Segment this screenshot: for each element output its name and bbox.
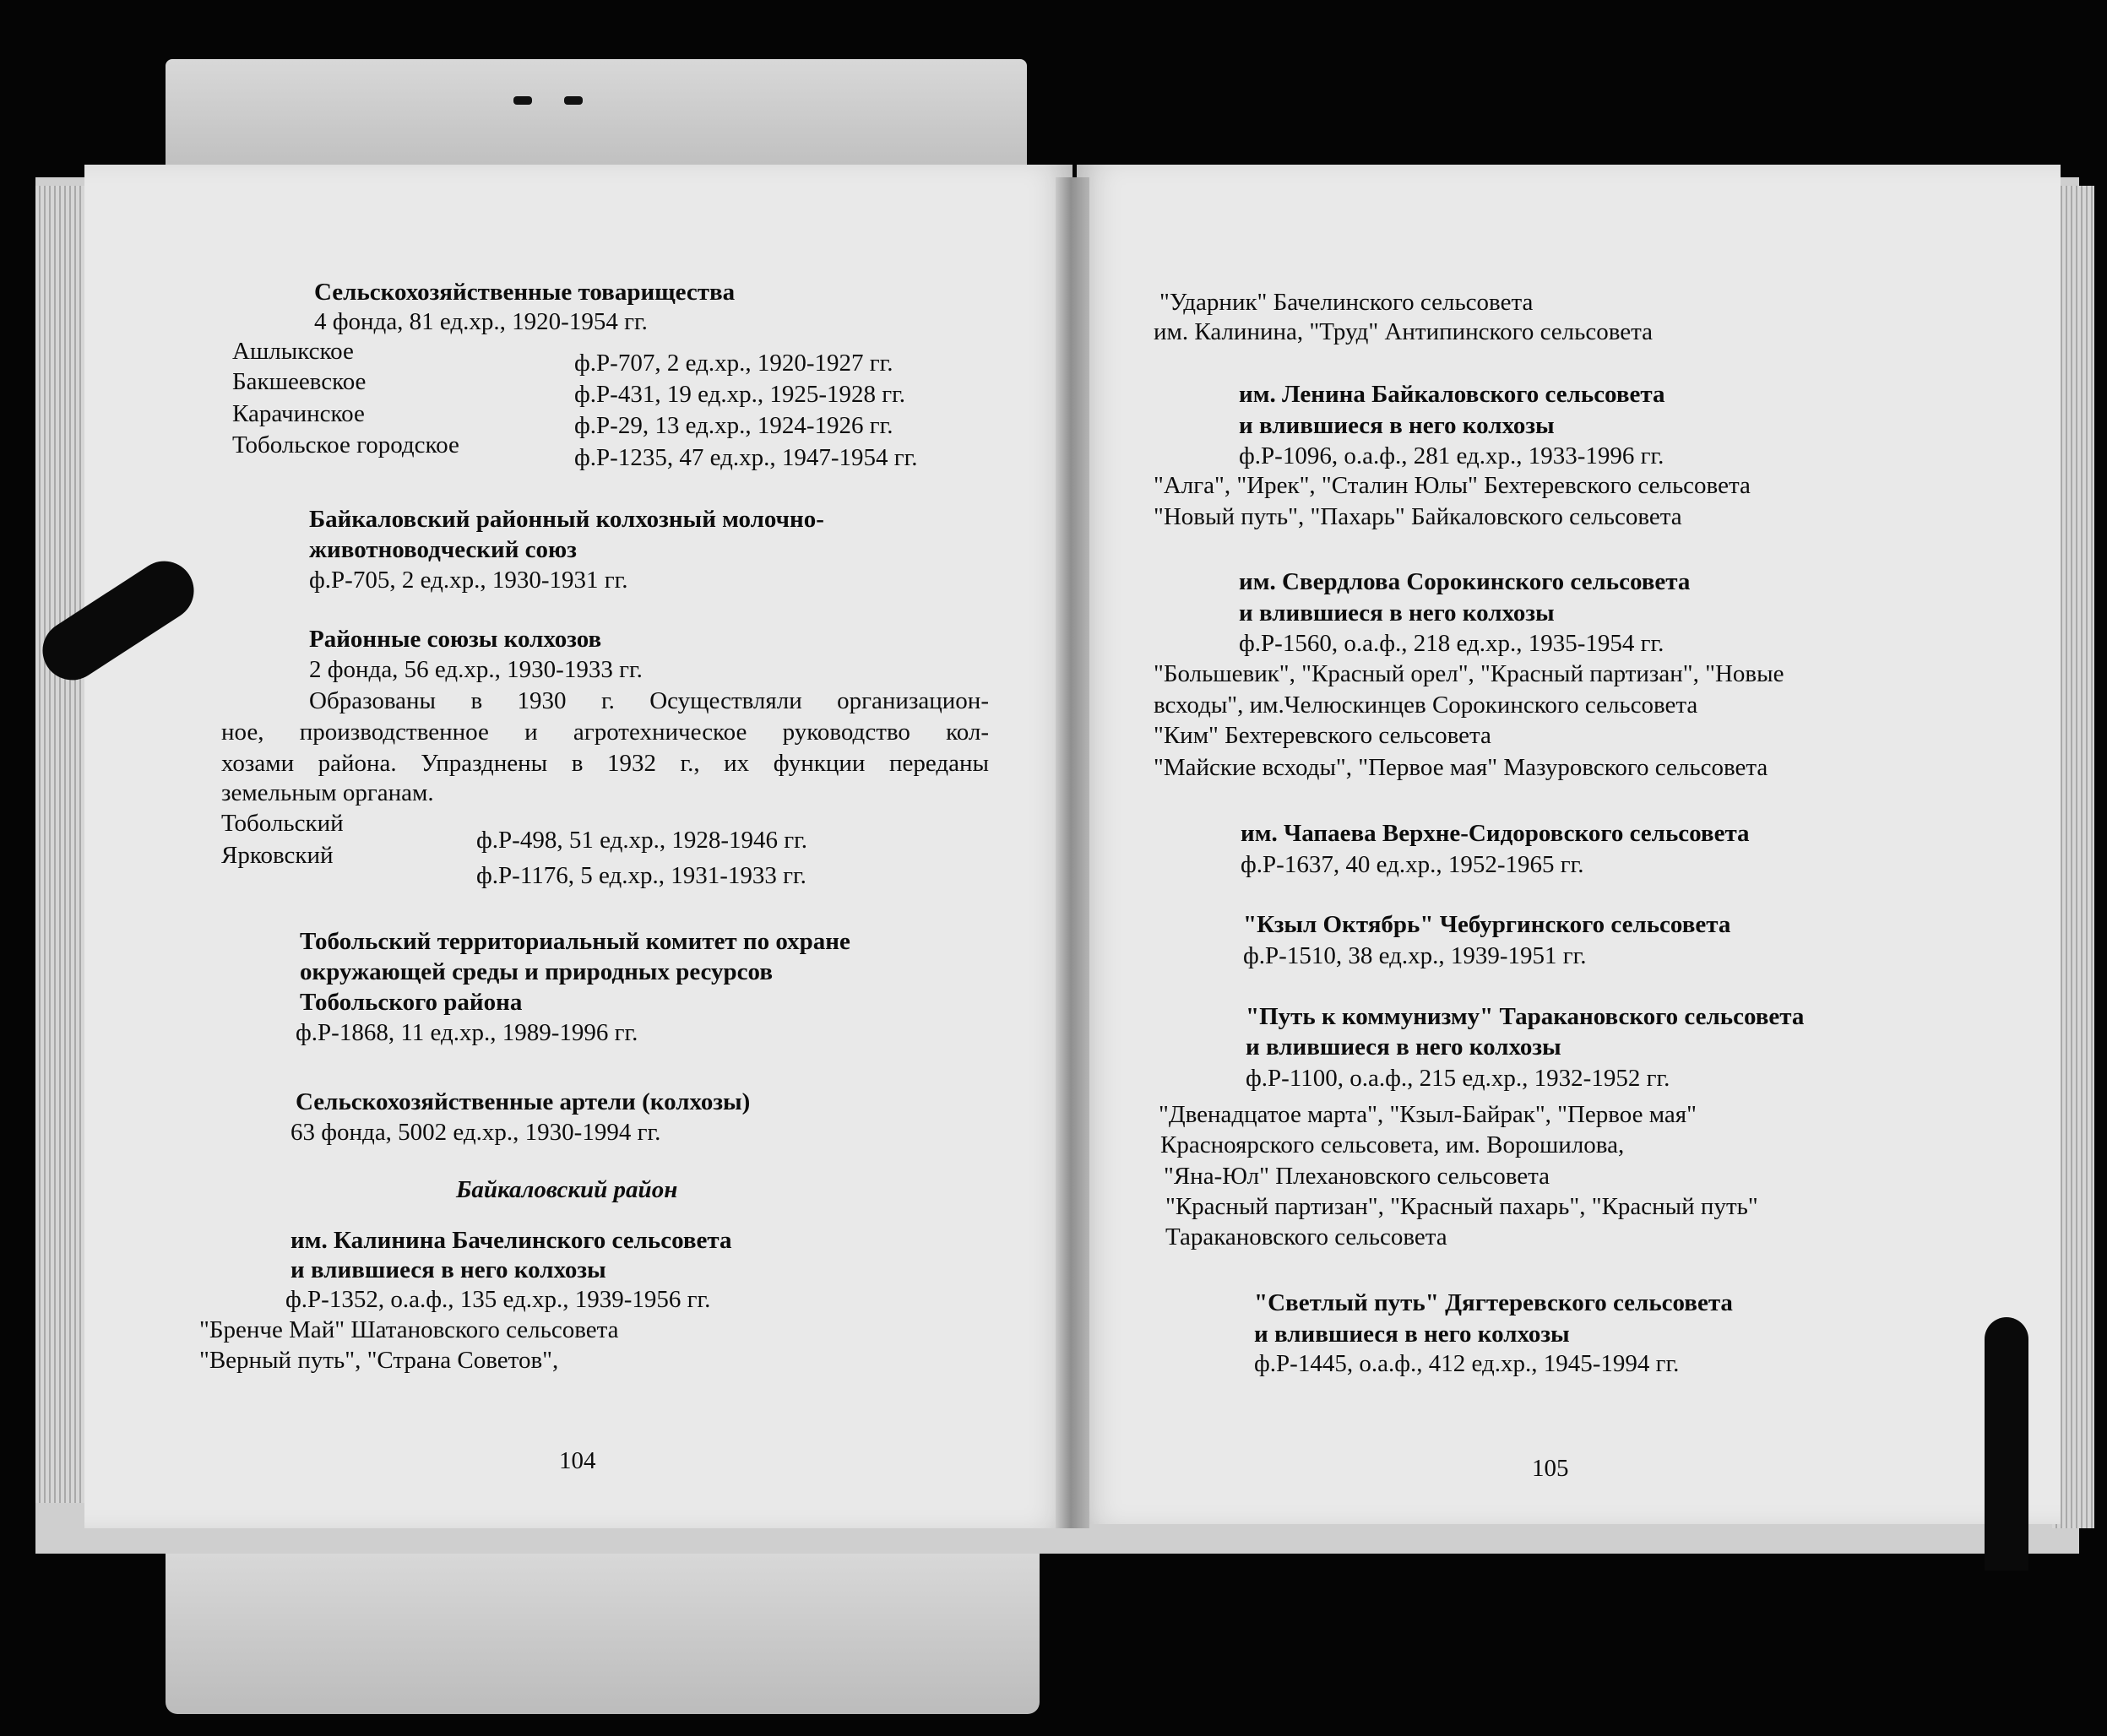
entry-name: "Верный путь", "Страна Советов", [199, 1347, 559, 1374]
entry-name: "Яна-Юл" Плехановского сельсовета [1164, 1163, 1550, 1190]
page-tab-right [1985, 1317, 2028, 1571]
heading: животноводческий союз [309, 536, 577, 563]
entry-ref: ф.Р-1868, 11 ед.хр., 1989-1996 гг. [296, 1019, 638, 1046]
heading: Сельскохозяйственные артели (колхозы) [296, 1088, 751, 1115]
fund-summary: 4 фонда, 81 ед.хр., 1920-1954 гг. [314, 308, 648, 335]
heading: и влившиеся в него колхозы [1239, 599, 1555, 627]
heading: "Путь к коммунизму" Таракановского сельсовета [1246, 1003, 1805, 1030]
entry-name: Тобольское городское [232, 431, 459, 458]
entry-name: Красноярского сельсовета, им. Ворошилова, [1160, 1131, 1625, 1158]
entry-ref: ф.Р-1100, о.а.ф., 215 ед.хр., 1932-1952 гг. [1246, 1065, 1670, 1092]
entry-ref: ф.Р-1560, о.а.ф., 218 ед.хр., 1935-1954 гг. [1239, 630, 1664, 657]
entry-name: "Новый путь", "Пахарь" Байкаловского сельсовета [1154, 503, 1682, 530]
entry-name: Ярковский [221, 842, 334, 869]
entry-name: Бакшеевское [232, 368, 367, 395]
paragraph-line: ное, производственное и агротехническое руководство кол- [221, 719, 989, 746]
entry-name: "Большевик", "Красный орел", "Красный партизан", "Новые [1154, 660, 1784, 687]
heading: и влившиеся в него колхозы [1246, 1033, 1561, 1061]
heading: им. Ленина Байкаловского сельсовета [1239, 381, 1665, 408]
heading: им. Калинина Бачелинского сельсовета [291, 1227, 732, 1254]
entry-name: "Ким" Бехтеревского сельсовета [1154, 722, 1491, 749]
clip-holes [513, 96, 623, 110]
heading: и влившиеся в него колхозы [1254, 1321, 1570, 1348]
book-gutter [1056, 177, 1089, 1528]
fund-summary: 2 фонда, 56 ед.хр., 1930-1933 гг. [309, 656, 643, 683]
paragraph-line: хозами района. Упразднены в 1932 г., их функции переданы [221, 750, 989, 777]
heading: "Светлый путь" Дягтеревского сельсовета [1254, 1289, 1733, 1316]
heading: Тобольский территориальный комитет по охране [300, 928, 850, 955]
entry-name: всходы", им.Челюскинцев Сорокинского сельсовета [1154, 692, 1698, 719]
heading: Тобольского района [300, 989, 523, 1016]
heading: "Кзыл Октябрь" Чебургинского сельсовета [1243, 911, 1731, 938]
entry-ref: ф.Р-1235, 47 ед.хр., 1947-1954 гг. [574, 444, 918, 471]
section-title: Байкаловский район [456, 1176, 678, 1203]
entry-name: "Алга", "Ирек", "Сталин Юлы" Бехтеревского сельсовета [1154, 472, 1751, 499]
heading: им. Чапаева Верхне-Сидоровского сельсовета [1241, 820, 1750, 847]
heading: Сельскохозяйственные товарищества [314, 279, 736, 306]
heading: окружающей среды и природных ресурсов [300, 958, 773, 985]
binder-clip-bottom [166, 1554, 1040, 1714]
paragraph-line: земельным органам. [221, 779, 434, 806]
entry-ref: ф.Р-29, 13 ед.хр., 1924-1926 гг. [574, 412, 893, 439]
fund-summary: 63 фонда, 5002 ед.хр., 1930-1994 гг. [291, 1119, 661, 1146]
heading: и влившиеся в него колхозы [1239, 412, 1555, 439]
entry-ref: ф.Р-707, 2 ед.хр., 1920-1927 гг. [574, 350, 893, 377]
entry-ref: ф.Р-1445, о.а.ф., 412 ед.хр., 1945-1994 гг. [1254, 1350, 1680, 1377]
entry-ref: ф.Р-1510, 38 ед.хр., 1939-1951 гг. [1243, 942, 1587, 969]
entry-name: им. Калинина, "Труд" Антипинского сельсовета [1154, 318, 1654, 345]
entry-ref: ф.Р-498, 51 ед.хр., 1928-1946 гг. [476, 827, 807, 854]
entry-ref: ф.Р-1637, 40 ед.хр., 1952-1965 гг. [1241, 851, 1584, 878]
entry-ref: ф.Р-431, 19 ед.хр., 1925-1928 гг. [574, 381, 905, 408]
entry-name: "Майские всходы", "Первое мая" Мазуровского сельсовета [1154, 754, 1768, 781]
heading: Байкаловский районный колхозный молочно- [309, 506, 824, 533]
entry-ref: ф.Р-1096, о.а.ф., 281 ед.хр., 1933-1996 гг. [1239, 442, 1664, 469]
entry-name: Ашлыкское [232, 338, 354, 365]
page-number: 104 [559, 1447, 596, 1474]
entry-name: Тобольский [221, 810, 344, 837]
heading: Районные союзы колхозов [309, 626, 602, 653]
entry-name: Таракановского сельсовета [1165, 1223, 1447, 1250]
entry-name: Карачинское [232, 400, 365, 427]
entry-ref: ф.Р-1352, о.а.ф., 135 ед.хр., 1939-1956 гг. [285, 1286, 711, 1313]
entry-ref: ф.Р-1176, 5 ед.хр., 1931-1933 гг. [476, 862, 806, 889]
heading: им. Свердлова Сорокинского сельсовета [1239, 568, 1691, 595]
entry-name: "Красный партизан", "Красный пахарь", "Красный путь" [1165, 1193, 1758, 1220]
entry-name: "Бренче Май" Шатановского сельсовета [199, 1316, 619, 1343]
entry-name: "Ударник" Бачелинского сельсовета [1159, 289, 1534, 316]
entry-ref: ф.Р-705, 2 ед.хр., 1930-1931 гг. [309, 567, 628, 594]
heading: и влившиеся в него колхозы [291, 1256, 606, 1283]
entry-name: "Двенадцатое марта", "Кзыл-Байрак", "Первое мая" [1159, 1101, 1697, 1128]
paragraph-line: Образованы в 1930 г. Осуществляли организацион- [309, 687, 989, 714]
page-number: 105 [1532, 1455, 1569, 1482]
